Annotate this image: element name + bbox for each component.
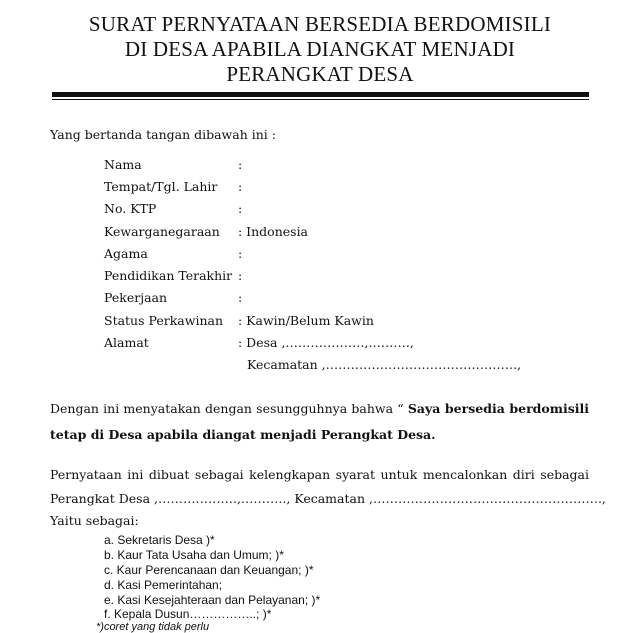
option-item: f. Kepala Dusun……………..; )* (104, 607, 272, 621)
field-label: Pekerjaan (104, 290, 168, 305)
statement-normal: Dengan ini menyatakan dengan sesungguhnya bahwa “ (50, 401, 404, 416)
statement-bold: Saya bersedia berdomisili (407, 401, 589, 416)
intro-text: Yang bertanda tangan dibawah ini : (50, 127, 276, 142)
field-label: Alamat (104, 335, 149, 350)
footnote: *)coret yang tidak perlu (96, 621, 210, 633)
title-divider-thick (52, 92, 589, 97)
statement-line-2: tetap di Desa apabila diangat menjadi Perangkat Desa. (50, 427, 436, 442)
field-value: : Indonesia (238, 224, 309, 239)
option-item: a. Sekretaris Desa )* (104, 533, 215, 547)
purpose-line-3: Yaitu sebagai: (50, 513, 139, 528)
purpose-line-1: Pernyataan ini dibuat sebagai kelengkapan syarat untuk mencalonkan diri sebagai (50, 467, 589, 482)
field-label: Tempat/Tgl. Lahir (104, 179, 218, 194)
field-label: Status Perkawinan (104, 313, 224, 328)
field-value: : (238, 290, 243, 305)
title-divider-thin (52, 99, 589, 100)
field-value: : (238, 268, 243, 283)
statement-line-1 (50, 401, 589, 416)
title-line-1: SURAT PERNYATAAN BERSEDIA BERDOMISILI (88, 12, 552, 36)
field-value: : Kawin/Belum Kawin (238, 313, 374, 328)
field-label: No. KTP (104, 201, 157, 216)
field-value: : (238, 179, 243, 194)
field-label: Kewarganegaraan (104, 224, 220, 239)
option-item: c. Kaur Perencanaan dan Keuangan; )* (104, 563, 314, 577)
field-label: Nama (104, 157, 142, 172)
field-value: : (238, 157, 243, 172)
field-value: : (238, 246, 243, 261)
title-line-3: PERANGKAT DESA (226, 62, 414, 86)
field-label: Pendidikan Terakhir (104, 268, 233, 283)
address-line-2: Kecamatan ,………………………………………., (247, 357, 522, 372)
field-label: Agama (104, 246, 148, 261)
title-line-2: DI DESA APABILA DIANGKAT MENJADI (124, 37, 516, 61)
option-item: b. Kaur Tata Usaha dan Umum; )* (104, 548, 284, 562)
field-value: : (238, 201, 243, 216)
option-item: d. Kasi Pemerintahan; (104, 578, 223, 592)
field-value: : Desa ,……………….,………., (238, 335, 414, 350)
purpose-line-2: Perangkat Desa ,……………….,……….., Kecamatan ,………………………………………………., (50, 491, 606, 506)
option-item: e. Kasi Kesejahteraan dan Pelayanan; )* (104, 593, 321, 607)
